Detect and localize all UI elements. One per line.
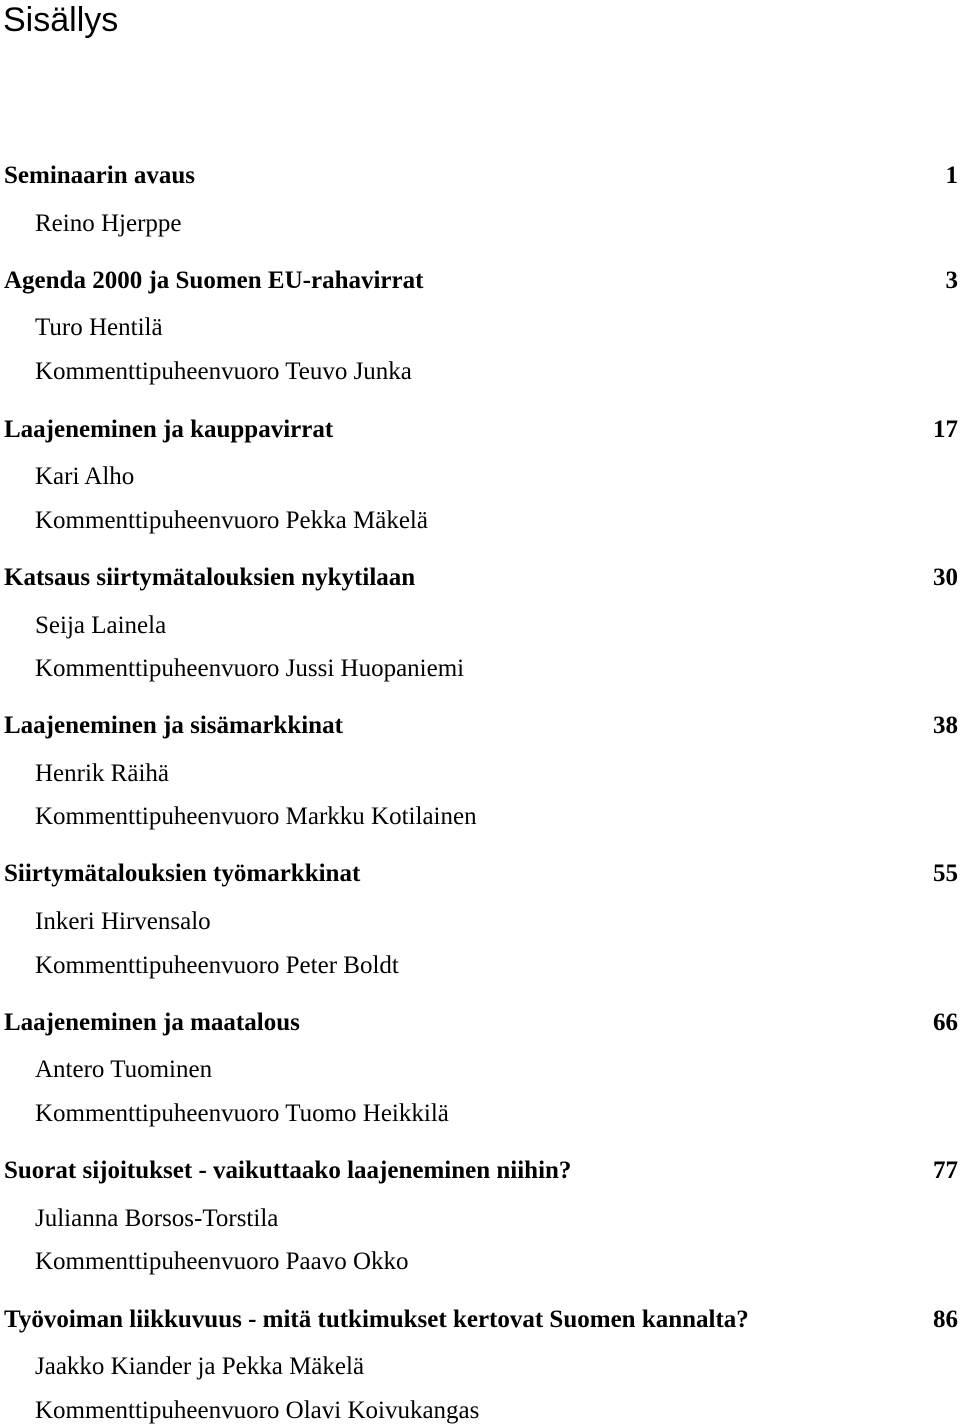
toc-entry-author: Antero Tuominen <box>35 1056 213 1083</box>
toc-entry-page-number: 1 <box>945 162 958 189</box>
toc-entry-commentator: Kommenttipuheenvuoro Jussi Huopaniemi <box>35 655 465 682</box>
toc-entry-title: Laajeneminen ja kauppavirrat <box>4 416 334 443</box>
toc-entry-author: Inkeri Hirvensalo <box>35 908 211 935</box>
toc-entry-title: Agenda 2000 ja Suomen EU-rahavirrat <box>4 267 424 294</box>
toc-entry-page-number: 55 <box>933 860 958 887</box>
toc-entry-title: Laajeneminen ja sisämarkkinat <box>4 712 343 739</box>
toc-entry-title-row <box>4 562 958 594</box>
toc-entry-title-row <box>4 1007 958 1039</box>
toc-entry-title: Seminaarin avaus <box>4 162 196 189</box>
toc-entry-commentator: Kommenttipuheenvuoro Olavi Koivukangas <box>35 1397 480 1424</box>
toc-entry-title: Katsaus siirtymätalouksien nykytilaan <box>4 564 416 591</box>
toc-entry-title: Laajeneminen ja maatalous <box>4 1009 300 1036</box>
toc-entry-title-row <box>4 710 958 742</box>
toc-entry-title-row <box>4 858 958 890</box>
toc-entry-commentator: Kommenttipuheenvuoro Tuomo Heikkilä <box>35 1100 449 1127</box>
toc-entry-page-number: 3 <box>945 267 958 294</box>
toc-entry-page-number: 86 <box>933 1306 958 1333</box>
toc-entry-commentator: Kommenttipuheenvuoro Markku Kotilainen <box>35 803 477 830</box>
toc-entry-title: Siirtymätalouksien työmarkkinat <box>4 860 361 887</box>
toc-entry-commentator: Kommenttipuheenvuoro Peter Boldt <box>35 952 399 979</box>
toc-entry-title-row <box>4 414 958 446</box>
toc-entry-commentator: Kommenttipuheenvuoro Teuvo Junka <box>35 358 412 385</box>
toc-entry-title-row <box>4 1304 958 1336</box>
toc-entry-title-row <box>4 265 958 297</box>
toc-entry-author: Seija Lainela <box>35 612 167 639</box>
toc-entry-commentator: Kommenttipuheenvuoro Paavo Okko <box>35 1248 409 1275</box>
toc-entry-title: Suorat sijoitukset - vaikuttaako laajeneminen niihin? <box>4 1157 572 1184</box>
toc-entry-author: Kari Alho <box>35 463 135 490</box>
toc-entry-author: Henrik Räihä <box>35 760 169 787</box>
toc-entry-page-number: 66 <box>933 1009 958 1036</box>
toc-entry-page-number: 77 <box>933 1157 958 1184</box>
toc-entry-title-row <box>4 160 958 192</box>
toc-entry-page-number: 38 <box>933 712 958 739</box>
toc-entry-author: Jaakko Kiander ja Pekka Mäkelä <box>35 1353 365 1380</box>
toc-entry-title-row <box>4 1155 958 1187</box>
toc-entry-page-number: 17 <box>933 416 958 443</box>
toc-entry-commentator: Kommenttipuheenvuoro Pekka Mäkelä <box>35 507 428 534</box>
toc-entry-author: Julianna Borsos-Torstila <box>35 1205 279 1232</box>
page-title: Sisällys <box>3 1 119 39</box>
toc-entry-author: Reino Hjerppe <box>35 210 182 237</box>
toc-entry-page-number: 30 <box>933 564 958 591</box>
toc-entry-author: Turo Hentilä <box>35 314 163 341</box>
toc-entry-title: Työvoiman liikkuvuus - mitä tutkimukset kertovat Suomen kannalta? <box>4 1306 749 1333</box>
